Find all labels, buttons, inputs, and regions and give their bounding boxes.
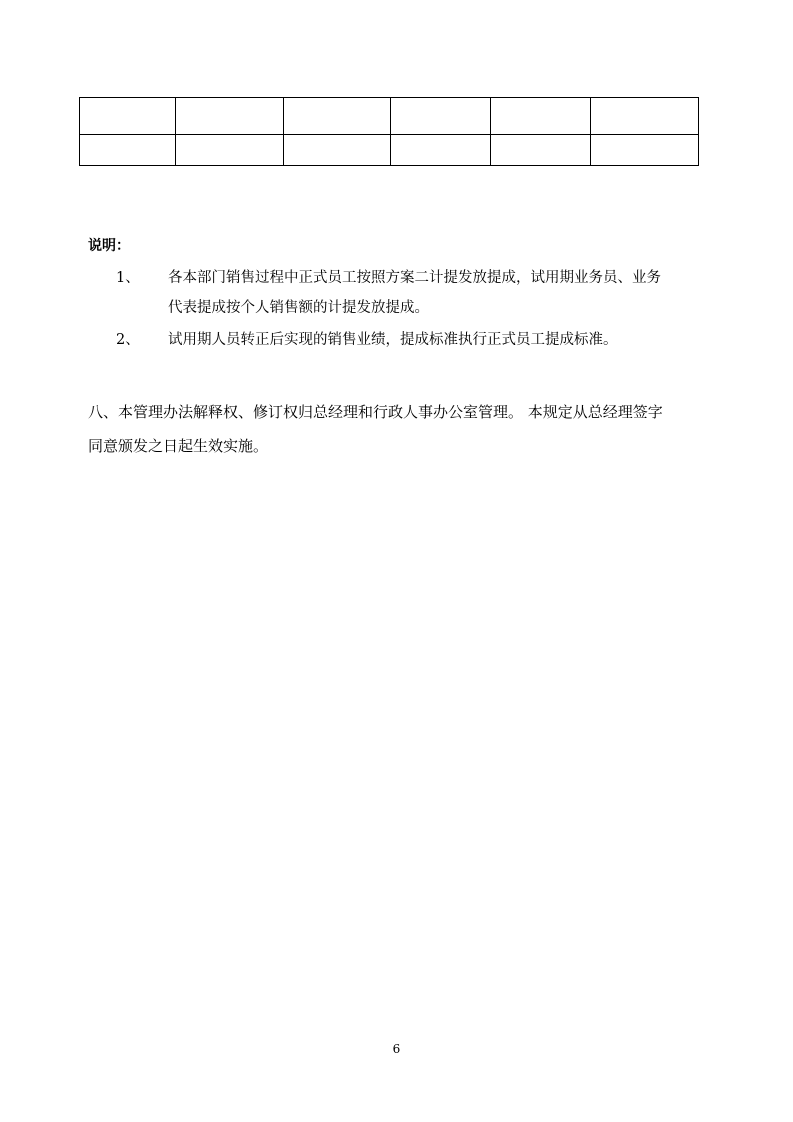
note-text-line: 代表提成按个人销售额的计提发放提成。 — [168, 300, 429, 316]
table-cell — [391, 98, 491, 135]
table-cell — [80, 98, 176, 135]
table-cell — [491, 98, 591, 135]
paragraph-line: 八、本管理办法解释权、修订权归总经理和行政人事办公室管理。 本规定从总经理签字 — [88, 403, 663, 421]
table-cell — [176, 98, 284, 135]
table-cell — [491, 135, 591, 166]
table-cell — [591, 135, 699, 166]
table-row — [80, 98, 699, 135]
note-number: 1、 — [116, 270, 140, 286]
table-cell — [591, 98, 699, 135]
table-cell — [284, 135, 391, 166]
data-table — [79, 97, 699, 166]
note-text-line: 试用期人员转正后实现的销售业绩，提成标准执行正式员工提成标准。 — [168, 332, 618, 348]
note-number: 2、 — [116, 332, 140, 348]
paragraph-line: 同意颁发之日起生效实施。 — [88, 437, 269, 455]
notes-title: 说明： — [88, 238, 130, 254]
table-cell — [80, 135, 176, 166]
note-text-line: 各本部门销售过程中正式员工按照方案二计提发放提成，试用期业务员、业务 — [168, 270, 661, 286]
table-cell — [284, 98, 391, 135]
table-cell — [391, 135, 491, 166]
table-row — [80, 135, 699, 166]
table-cell — [176, 135, 284, 166]
page-number: 6 — [392, 1042, 401, 1056]
